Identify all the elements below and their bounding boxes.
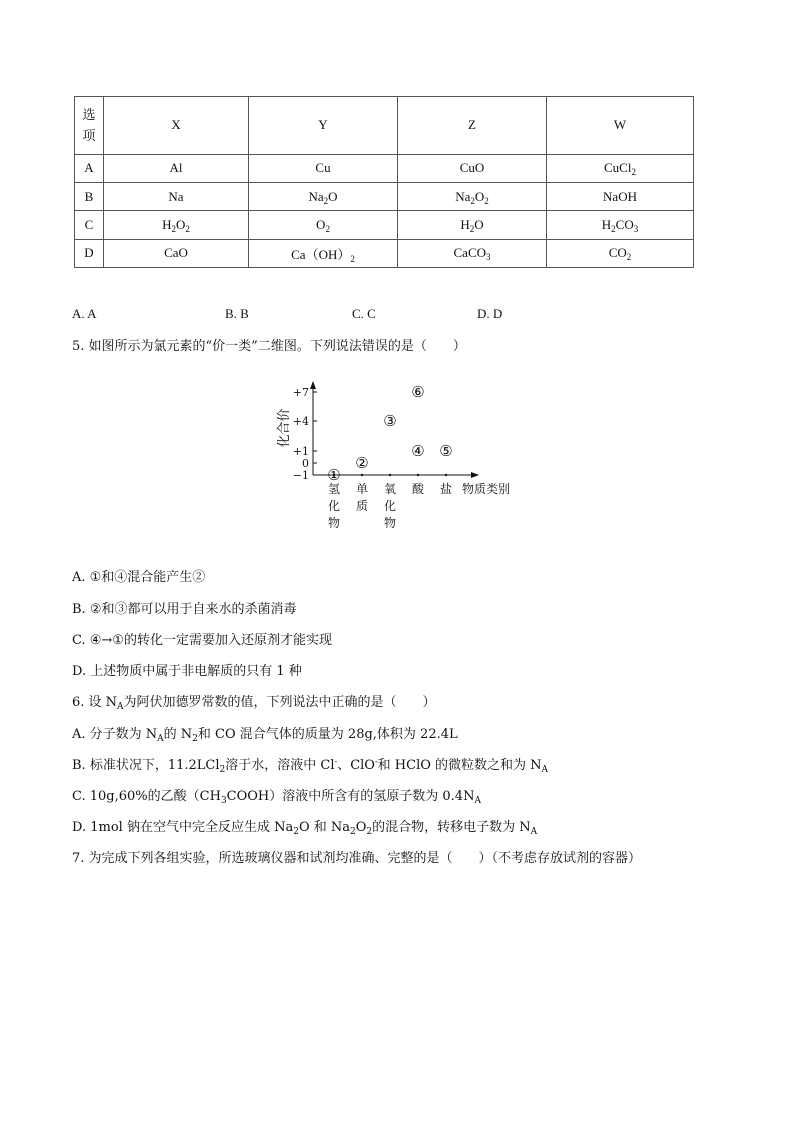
q6-option-b[interactable]: B. 标准状况下，11.2LCl$_2$溶于水，溶液中 Cl-、ClO-和 HClO 的微粒数之和为 $N_A$ (72, 757, 549, 775)
table-header-row (75, 97, 694, 155)
valence-class-chart (260, 368, 530, 538)
cell-x: Al (104, 154, 249, 182)
chart-point-label: ① (327, 466, 341, 484)
cell-w: CuCl$_2$ (547, 154, 694, 182)
cell-option: B (75, 183, 104, 211)
q4-choices (72, 306, 672, 326)
q5-option-d[interactable]: D. 上述物质中属于非电解质的只有 1 种 (72, 664, 302, 679)
q5-stem: 5. 如图所示为氯元素的“价一类”二维图。下列说法错误的是（ ） (72, 339, 466, 354)
cell-option: C (75, 211, 104, 239)
cell-w: NaOH (547, 183, 694, 211)
chart-point-label: ④ (411, 442, 425, 460)
x-tick-mark (361, 474, 363, 476)
x-category-label: 氢化物 (327, 482, 341, 530)
x-axis-label: 物质类别 (462, 482, 511, 496)
x-tick-mark (417, 474, 419, 476)
cell-x: CaO (104, 239, 249, 267)
cell-option: D (75, 239, 104, 267)
table-row (75, 154, 694, 182)
q6-option-a[interactable]: A. 分子数为 $N_A$的 $N_2$和 CO 混合气体的质量为 28g,体积为 22.4L (72, 727, 458, 744)
q7-stem: 7. 为完成下列各组实验，所选玻璃仪器和试剂均准确、完整的是（ ）（不考虑存放试剂的容器） (72, 851, 642, 866)
x-tick-mark (389, 474, 391, 476)
chart-point-label: ② (355, 454, 369, 472)
cell-y: $Na_2O$ (249, 183, 398, 211)
y-tick-label: 0 (302, 457, 309, 470)
y-tick-label: +1 (292, 445, 309, 458)
header-option: 选项 (75, 97, 104, 155)
options-table (74, 96, 694, 268)
cell-z: $Na_2O_2$ (398, 183, 547, 211)
cell-w: $CO_2$ (547, 239, 694, 267)
choice-c[interactable]: C. C (352, 306, 376, 321)
cell-y: $O_2$ (249, 211, 398, 239)
q6-option-d[interactable]: D. 1mol 钠在空气中完全反应生成 $Na_2O$ 和 $Na_2O_2$的混合物，转移电子数为 $N_A$ (72, 820, 538, 837)
x-category-label: 氧化物 (383, 482, 397, 530)
chart-point-label: ⑥ (411, 383, 425, 401)
table-row (75, 211, 694, 239)
cell-z: $H_2O$ (398, 211, 547, 239)
cell-z: CuO (398, 154, 547, 182)
y-tick-label: −1 (292, 469, 309, 482)
x-tick-mark (445, 474, 447, 476)
chart-point-label: ⑤ (439, 442, 453, 460)
q6-stem: 6. 设 $N_A$为阿伏加德罗常数的值，下列说法中正确的是（ ） (72, 695, 436, 712)
q5-option-a[interactable]: A. ①和④混合能产生② (72, 570, 206, 585)
x-category-label: 酸 (411, 482, 425, 496)
choice-a[interactable]: A. A (72, 306, 97, 321)
cell-x: $H_2O_2$ (104, 211, 249, 239)
header-z: Z (398, 97, 547, 155)
chart-point-label: ③ (383, 412, 397, 430)
cell-y: $Ca(OH)_2$ (249, 239, 398, 267)
x-category-label: 单质 (355, 482, 369, 513)
choice-b[interactable]: B. B (225, 306, 249, 321)
header-w: W (547, 97, 694, 155)
cell-z: CaCO$_3$ (398, 239, 547, 267)
choice-d[interactable]: D. D (477, 306, 503, 321)
y-tick-label: +7 (292, 386, 309, 399)
cell-w: $H_2CO_3$ (547, 211, 694, 239)
header-x: X (104, 97, 249, 155)
y-axis-label: 化合价 (277, 408, 292, 448)
table-row (75, 239, 694, 267)
cell-y: Cu (249, 154, 398, 182)
y-tick-label: +4 (292, 415, 309, 428)
table-row (75, 183, 694, 211)
x-category-label: 盐 (439, 482, 453, 496)
q6-option-c[interactable]: C. 10g,60%的乙酸$(CH_3COOH)$溶液中所含有的氢原子数为 $0.4N_A$ (72, 789, 481, 806)
q5-option-c[interactable]: C. ④→①的转化一定需要加入还原剂才能实现 (72, 633, 332, 648)
cell-option: A (75, 154, 104, 182)
q5-option-b[interactable]: B. ②和③都可以用于自来水的杀菌消毒 (72, 602, 297, 617)
header-y: Y (249, 97, 398, 155)
cell-x: Na (104, 183, 249, 211)
